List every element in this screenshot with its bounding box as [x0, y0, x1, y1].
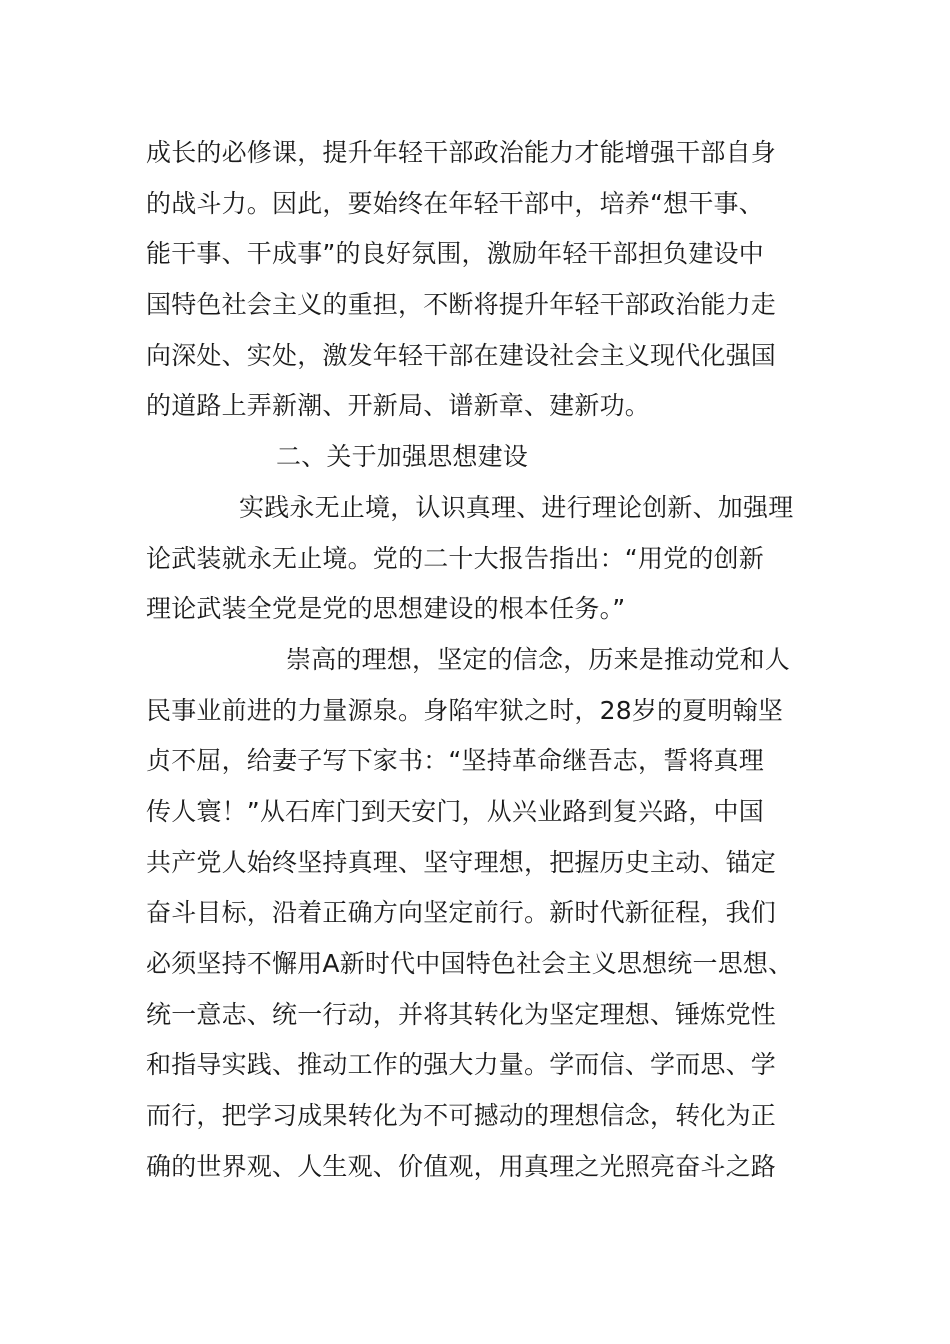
body-line: 成长的必修课，提升年轻干部政治能力才能增强干部自身: [146, 138, 777, 167]
section-heading: 二、关于加强思想建设: [276, 442, 529, 472]
body-line: 必须坚持不懈用A新时代中国特色社会主义思想统一思想、: [146, 949, 794, 978]
body-line: 共产党人始终坚持真理、坚守理想，把握历史主动、锚定: [146, 847, 777, 877]
body-line: 理论武装全党是党的思想建设的根本任务。”: [146, 594, 626, 624]
body-line: 统一意志、统一行动，并将其转化为坚定理想、锤炼党性: [146, 999, 777, 1029]
body-line: 论武装就永无止境。党的二十大报告指出：“用党的创新: [146, 543, 764, 573]
body-line: 民事业前进的力量源泉。身陷牢狱之时，28岁的夏明翰坚: [146, 695, 784, 725]
body-line: 而行，把学习成果转化为不可撼动的理想信念，转化为正: [146, 1101, 777, 1131]
body-line: 的道路上弄新潮、开新局、谱新章、建新功。: [146, 391, 651, 421]
body-line: 向深处、实处，激发年轻干部在建设社会主义现代化强国: [146, 340, 777, 370]
body-line: 的战斗力。因此，要始终在年轻干部中，培养“想干事、: [146, 188, 764, 218]
document-body: [146, 128, 826, 1192]
body-line: 贞不屈，给妻子写下家书：“坚持革命继吾志，誓将真理: [146, 746, 764, 776]
body-line: 传人寰！”从石库门到天安门，从兴业路到复兴路，中国: [146, 796, 764, 826]
body-line: 国特色社会主义的重担，不断将提升年轻干部政治能力走: [146, 290, 777, 320]
paragraph-first-line: 崇高的理想，坚定的信念，历来是推动党和人: [286, 644, 791, 674]
paragraph-first-line: 实践永无止境，认识真理、进行理论创新、加强理: [239, 492, 794, 522]
body-line: 和指导实践、推动工作的强大力量。学而信、学而思、学: [146, 1050, 777, 1080]
body-line: 确的世界观、人生观、价值观，用真理之光照亮奋斗之路: [146, 1151, 777, 1181]
body-line: 奋斗目标，沿着正确方向坚定前行。新时代新征程，我们: [146, 898, 777, 928]
body-line: 能干事、干成事”的良好氛围，激励年轻干部担负建设中: [146, 239, 764, 269]
